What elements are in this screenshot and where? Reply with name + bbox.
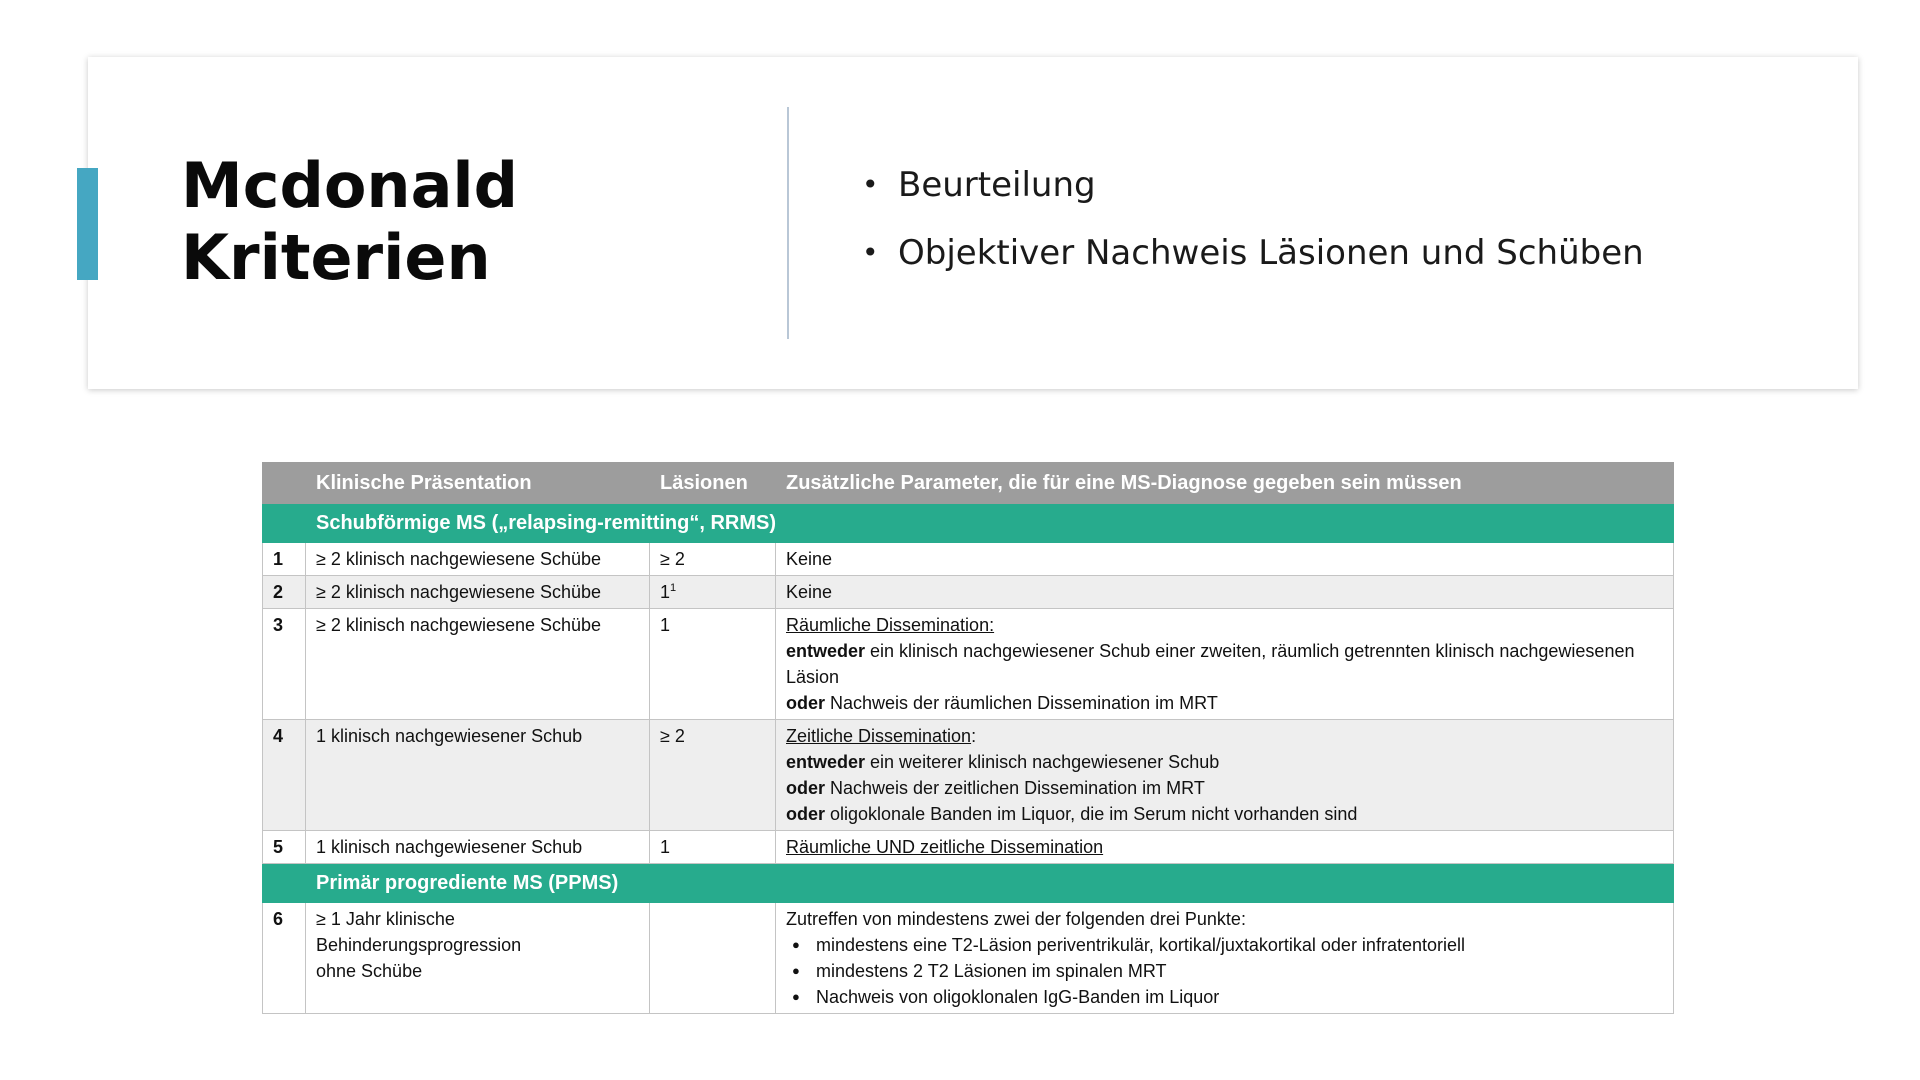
param-keyword: oder	[786, 804, 826, 824]
table-header-row	[263, 463, 1674, 504]
section-row-ppms	[263, 864, 1674, 903]
bullet-list	[862, 165, 1644, 301]
vertical-divider	[787, 107, 789, 339]
row-parameters	[776, 609, 1674, 720]
param-heading: Räumliche Dissemination:	[786, 615, 995, 635]
row-parameters	[776, 903, 1674, 1014]
row-presentation	[306, 903, 650, 1014]
param-line	[786, 775, 1663, 801]
section-label-rrms: Schubförmige MS („relapsing-remitting“, RRMS)	[306, 504, 1674, 543]
bullet-text: Beurteilung	[898, 165, 1096, 205]
section-spacer	[263, 864, 306, 903]
param-text: oligoklonale Banden im Liquor, die im Serum nicht vorhanden sind	[825, 804, 1358, 824]
row-presentation: ≥ 2 klinisch nachgewiesene Schübe	[306, 576, 650, 609]
param-intro: Zutreffen von mindestens zwei der folgenden drei Punkte:	[786, 909, 1246, 929]
header-number	[263, 463, 306, 504]
param-keyword: entweder	[786, 641, 866, 661]
param-text: Nachweis der räumlichen Dissemination im MRT	[825, 693, 1218, 713]
row-number: 6	[263, 903, 306, 1014]
bullet-dot-icon: •	[862, 168, 879, 201]
param-line	[786, 749, 1663, 775]
param-heading: Zeitliche Dissemination	[786, 726, 972, 746]
param-keyword: oder	[786, 693, 826, 713]
param-text: Nachweis der zeitlichen Dissemination im MRT	[825, 778, 1205, 798]
footnote-marker: 1	[670, 582, 677, 594]
param-line	[786, 690, 1663, 716]
param-keyword: entweder	[786, 752, 866, 772]
bullet-text: Objektiver Nachweis Läsionen und Schüben	[898, 233, 1644, 273]
presentation-line: Behinderungsprogression	[316, 935, 522, 955]
accent-bar	[77, 168, 98, 280]
header-lesions: Läsionen	[650, 463, 776, 504]
row-number: 5	[263, 831, 306, 864]
param-line	[786, 638, 1663, 690]
param-keyword: oder	[786, 778, 826, 798]
presentation-line: ohne Schübe	[316, 961, 423, 981]
param-text: ein weiterer klinisch nachgewiesener Schub	[865, 752, 1220, 772]
param-heading: Räumliche UND zeitliche Dissemination	[786, 837, 1104, 857]
param-point: ● mindestens 2 T2 Läsionen im spinalen MRT	[786, 958, 1663, 984]
row-presentation: 1 klinisch nachgewiesener Schub	[306, 720, 650, 831]
slide-title	[181, 150, 518, 294]
table-row	[263, 831, 1674, 864]
row-lesions: ≥ 2	[650, 543, 776, 576]
param-heading-line	[786, 723, 1663, 749]
mcdonald-criteria-table	[262, 462, 1674, 1014]
row-parameters	[776, 720, 1674, 831]
row-lesions: 1	[650, 609, 776, 720]
row-presentation: 1 klinisch nachgewiesener Schub	[306, 831, 650, 864]
section-row-rrms	[263, 504, 1674, 543]
row-parameters: Keine	[776, 576, 1674, 609]
bullet-item	[862, 233, 1644, 273]
row-presentation: ≥ 2 klinisch nachgewiesene Schübe	[306, 543, 650, 576]
title-line-1: Mcdonald	[181, 149, 519, 222]
row-parameters: Keine	[776, 543, 1674, 576]
table-row	[263, 720, 1674, 831]
section-label-ppms: Primär progrediente MS (PPMS)	[306, 864, 1674, 903]
param-text: ein klinisch nachgewiesener Schub einer zweiten, räumlich getrennten klinisch nachgewiesenen Läsion	[786, 641, 1635, 687]
row-number: 2	[263, 576, 306, 609]
table-row	[263, 903, 1674, 1014]
bullet-item	[862, 165, 1644, 205]
table-row	[263, 543, 1674, 576]
param-line	[786, 801, 1663, 827]
row-number: 4	[263, 720, 306, 831]
row-presentation: ≥ 2 klinisch nachgewiesene Schübe	[306, 609, 650, 720]
title-line-2: Kriterien	[181, 221, 491, 294]
presentation-line: ≥ 1 Jahr klinische	[316, 909, 455, 929]
param-heading-suffix: :	[971, 726, 977, 746]
lesions-value: 1	[660, 582, 671, 602]
param-point-list	[786, 932, 1663, 1010]
table-row	[263, 609, 1674, 720]
row-number: 1	[263, 543, 306, 576]
table-row	[263, 576, 1674, 609]
row-parameters	[776, 831, 1674, 864]
section-spacer	[263, 504, 306, 543]
header-parameters: Zusätzliche Parameter, die für eine MS-Diagnose gegeben sein müssen	[776, 463, 1674, 504]
row-lesions	[650, 903, 776, 1014]
row-lesions: 1	[650, 831, 776, 864]
param-point: ● mindestens eine T2-Läsion periventrikulär, kortikal/juxtakortikal oder infratentoriell	[786, 932, 1663, 958]
row-number: 3	[263, 609, 306, 720]
row-lesions	[650, 576, 776, 609]
header-presentation: Klinische Präsentation	[306, 463, 650, 504]
row-lesions: ≥ 2	[650, 720, 776, 831]
bullet-dot-icon: •	[862, 236, 879, 269]
param-point: ● Nachweis von oligoklonalen IgG-Banden im Liquor	[786, 984, 1663, 1010]
